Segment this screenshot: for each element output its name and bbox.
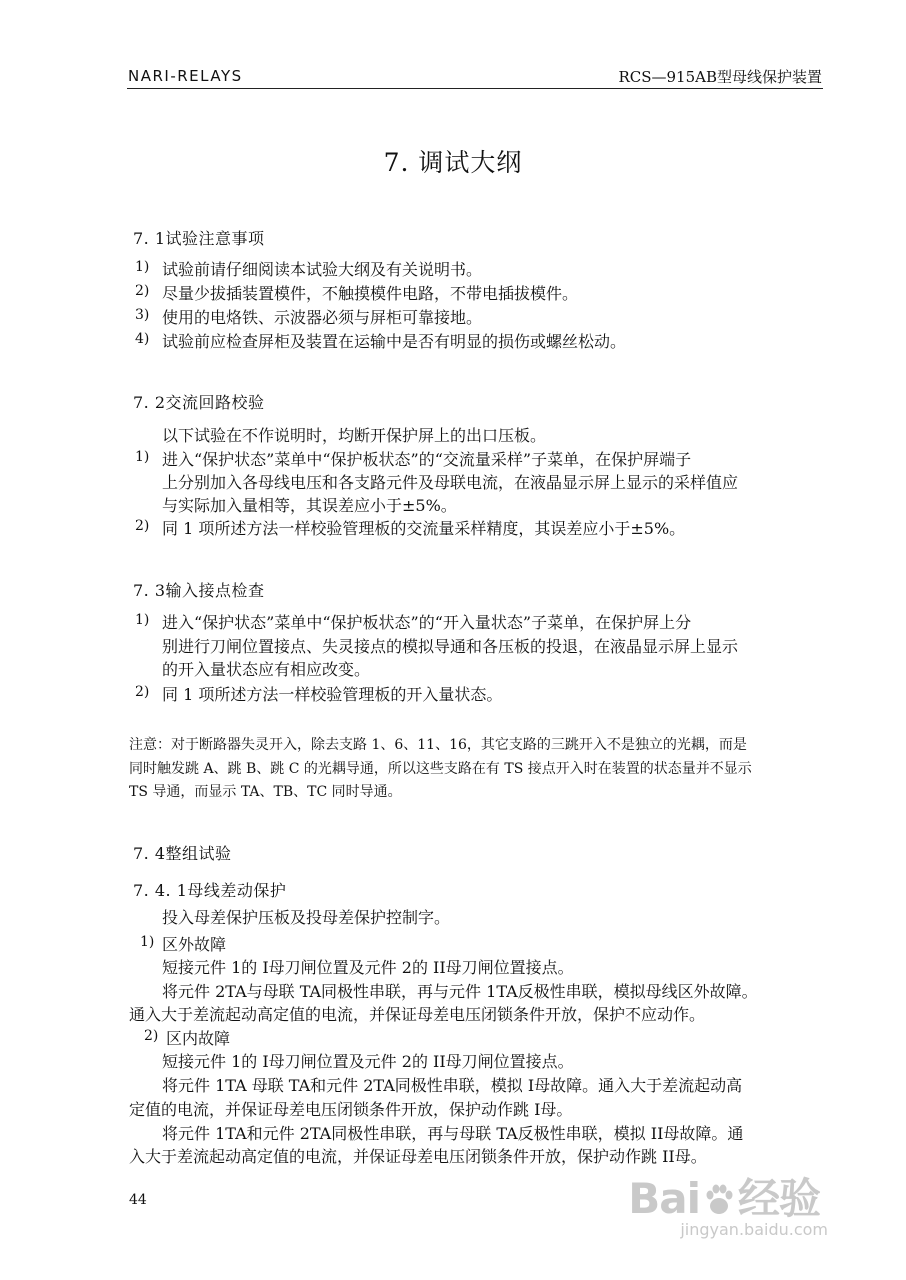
list-item-text: 别进行刀闸位置接点、失灵接点的模拟导通和各压板的投退，在液晶显示屏上显示 bbox=[162, 637, 739, 656]
header-right: RCS—915AB型母线保护装置 bbox=[618, 68, 822, 86]
list-item-text: 进入“保护状态”菜单中“保护板状态”的“开入量状态”子菜单，在保护屏上分 bbox=[162, 613, 692, 632]
list-item-text: 试验前请仔细阅读本试验大纲及有关说明书。 bbox=[162, 260, 483, 279]
list-item-text: 试验前应检查屏柜及装置在运输中是否有明显的损伤或螺丝松动。 bbox=[162, 332, 627, 351]
paragraph: 将元件 2TA与母联 TA同极性串联，再与元件 1TA反极性串联，模拟母线区外故障。 bbox=[162, 982, 758, 1001]
watermark-brand-left: Bai bbox=[628, 1174, 700, 1223]
list-item-text: 上分别加入各母线电压和各支路元件及母联电流，在液晶显示屏上显示的采样值应 bbox=[162, 473, 739, 492]
subsection-label: 区内故障 bbox=[166, 1029, 231, 1048]
section-7-1-heading: 7. 1试验注意事项 bbox=[133, 229, 265, 248]
list-item-text: 同 1 项所述方法一样校验管理板的交流量采样精度，其误差应小于±5%。 bbox=[162, 519, 686, 538]
header-rule bbox=[127, 88, 823, 89]
list-item-text: 与实际加入量相等，其误差应小于±5%。 bbox=[162, 496, 457, 515]
section-7-3-heading: 7. 3输入接点检查 bbox=[133, 581, 265, 600]
list-item-number: 1) bbox=[140, 934, 155, 950]
list-item-number: 3) bbox=[135, 307, 150, 323]
list-item-text: 的开入量状态应有相应改变。 bbox=[162, 660, 371, 679]
paragraph: 短接元件 1的 I母刀闸位置及元件 2的 II母刀闸位置接点。 bbox=[162, 1052, 574, 1071]
list-item-number: 2) bbox=[135, 518, 150, 534]
paragraph: 短接元件 1的 I母刀闸位置及元件 2的 II母刀闸位置接点。 bbox=[162, 958, 574, 977]
page-number: 44 bbox=[129, 1192, 147, 1208]
list-item-number: 2) bbox=[144, 1028, 159, 1044]
paragraph: 入大于差流起动高定值的电流，并保证母差电压闭锁条件开放，保护动作跳 II母。 bbox=[129, 1147, 707, 1166]
list-item-number: 2) bbox=[135, 684, 150, 700]
section-7-4-1-heading: 7. 4. 1母线差动保护 bbox=[133, 881, 287, 900]
note-line: 同时触发跳 A、跳 B、跳 C 的光耦导通，所以这些支路在有 TS 接点开入时在装置的状态量并不显示 bbox=[129, 761, 752, 777]
list-item-text: 使用的电烙铁、示波器必须与屏柜可靠接地。 bbox=[162, 308, 483, 327]
section-7-4-heading: 7. 4整组试验 bbox=[133, 844, 232, 863]
baidu-paw-icon bbox=[702, 1183, 736, 1217]
page-title: 7. 调试大纲 bbox=[383, 148, 523, 177]
list-item-text: 同 1 项所述方法一样校验管理板的开入量状态。 bbox=[162, 685, 503, 704]
watermark-logo bbox=[628, 1166, 820, 1226]
paragraph: 投入母差保护压板及投母差保护控制字。 bbox=[162, 908, 451, 927]
paragraph: 将元件 1TA 母联 TA和元件 2TA同极性串联，模拟 I母故障。通入大于差流起动高 bbox=[162, 1076, 743, 1095]
list-item-number: 2) bbox=[135, 283, 150, 299]
note-line: TS 导通，而显示 TA、TB、TC 同时导通。 bbox=[129, 784, 402, 800]
list-item-text: 尽量少拔插装置模件，不触摸模件电路，不带电插拔模件。 bbox=[162, 284, 579, 303]
list-item-number: 1) bbox=[135, 612, 150, 628]
header-left: NARI-RELAYS bbox=[128, 67, 243, 85]
list-item-text: 进入“保护状态”菜单中“保护板状态”的“交流量采样”子菜单，在保护屏端子 bbox=[162, 450, 692, 469]
subsection-label: 区外故障 bbox=[162, 935, 227, 954]
paragraph: 通入大于差流起动高定值的电流，并保证母差电压闭锁条件开放，保护不应动作。 bbox=[129, 1005, 706, 1024]
watermark-url: jingyan.baidu.com bbox=[680, 1220, 828, 1239]
note-line: 注意：对于断路器失灵开入，除去支路 1、6、11、16，其它支路的三跳开入不是独立的光耦，而是 bbox=[129, 737, 747, 753]
watermark-brand-right: 经验 bbox=[737, 1174, 820, 1223]
list-item-number: 1) bbox=[135, 449, 150, 465]
paragraph: 定值的电流，并保证母差电压闭锁条件开放，保护动作跳 I母。 bbox=[129, 1100, 573, 1119]
list-item-number: 1) bbox=[135, 259, 150, 275]
list-item-number: 4) bbox=[135, 331, 150, 347]
paragraph: 以下试验在不作说明时，均断开保护屏上的出口压板。 bbox=[162, 426, 547, 445]
section-7-2-heading: 7. 2交流回路校验 bbox=[133, 393, 265, 412]
paragraph: 将元件 1TA和元件 2TA同极性串联，再与母联 TA反极性串联，模拟 II母故障。通 bbox=[162, 1124, 744, 1143]
